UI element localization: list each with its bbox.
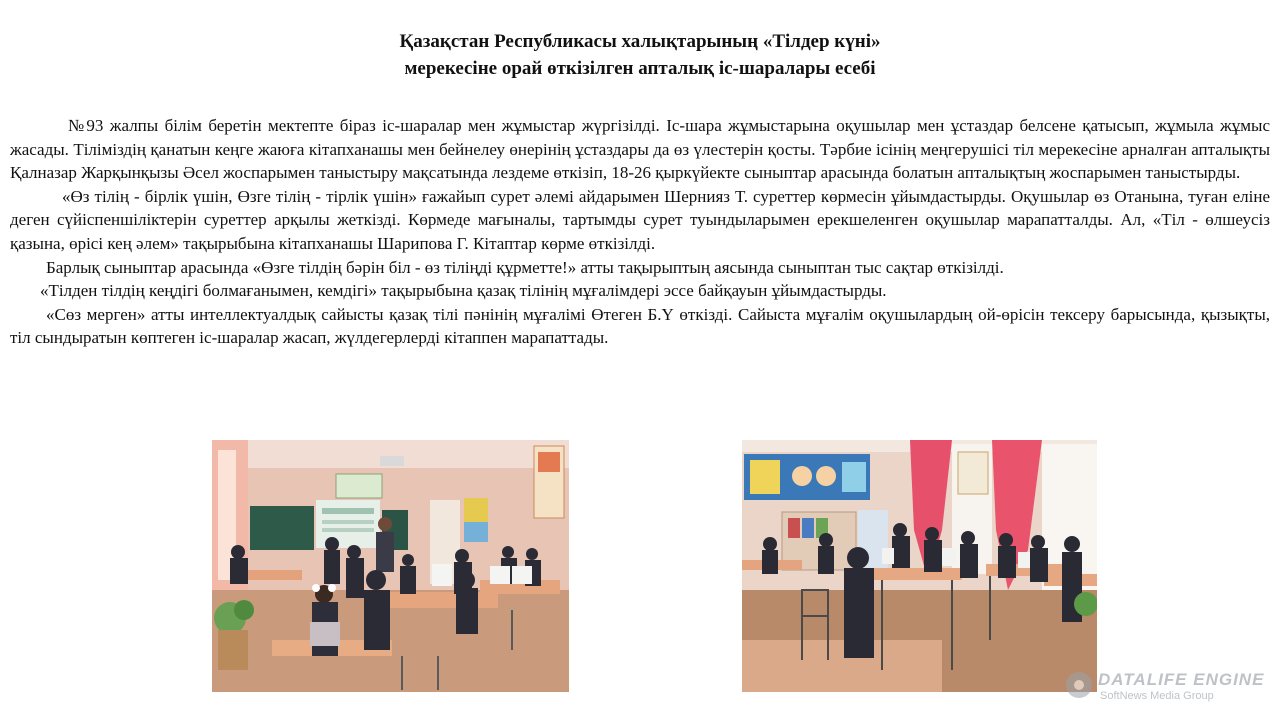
paragraph-2: «Өз тілің - бірлік үшін, Өзге тілің - тірлік үшін» ғажайып сурет әлемі айдарымен Шернияз Т. суреттер көрмесін ұйымдастырды. Оқушылар өз Отанына, туған еліне деген сүйіспеншіліктерін суреттер арқылы жеткізді. Көрмеде мағыналы, тартымды сурет туындыларымен ерекшеленген оқушылар марапатталды. Ал, «Тіл - өлшеусіз қазына, өрісі кең әлем» тақырыбына кітапханашы Шарипова Г. Кітаптар көрме өткізілді. xyxy=(10,186,1270,253)
report-title xyxy=(0,28,1280,82)
datalife-engine-watermark xyxy=(1066,670,1276,706)
paragraph-5: «Сөз мерген» атты интеллектуалдық сайысты қазақ тілі пәнінің мұғалімі Өтеген Б.Ү өткізді. Сайыста мұғалім оқушылардың ой-өрісін тексеру барысында, қызықты, тіл сындыратын көптеген іс-шаралар жасап, жүлдегерлерді кітаппен марапаттады. xyxy=(10,304,1270,348)
paragraph-1: №93 жалпы білім беретін мектепте біраз іс-шаралар мен жұмыстар жүргізілді. Іс-шара жұмыстарына оқушылар мен ұстаздар белсене қатысып, жұмыла жұмыс жасады. Тіліміздің қанатын кеңге жаюға кітапханашы мен бейнелеу өнерінің ұстаздары да өз үлестерін қосты. Тәрбие ісінің меңгерушісі тіл мерекесіне арналған апталықты Қалназар Жарқынқызы Әсел жоспарымен таныстыру мақсатында лездеме өткізіп, 18-26 қыркүйекте сыныптар арасында болатын апталықтың жоспарымен таныстырды. xyxy=(10,116,1270,183)
classroom-photo-right xyxy=(742,440,1097,692)
report-body xyxy=(10,114,1270,350)
classroom-photo-left-image xyxy=(212,440,569,692)
paragraph-3: Барлық сыныптар арасында «Өзге тілдің бәрін біл - өз тіліңді құрметте!» атты тақырыптың аясында сыныптан тыс сақтар өткізілді. xyxy=(46,257,1004,277)
report-title-line1: Қазақстан Республикасы халықтарының «Тілдер күні» xyxy=(399,31,881,52)
watermark-title: DATALIFE ENGINE xyxy=(1098,670,1265,689)
classroom-photo-left xyxy=(212,440,569,692)
datalife-logo-icon xyxy=(1066,672,1092,698)
report-title-line2: мерекесіне орай өткізілген апталық іс-шаралары есебі xyxy=(404,58,876,79)
watermark-subtitle: SoftNews Media Group xyxy=(1100,690,1214,702)
classroom-photo-right-image xyxy=(742,440,1097,692)
paragraph-4: «Тілден тілдің кеңдігі болмағанымен, кемдігі» тақырыбына қазақ тілінің мұғалімдері эссе байқауын ұйымдастырды. xyxy=(40,281,887,301)
